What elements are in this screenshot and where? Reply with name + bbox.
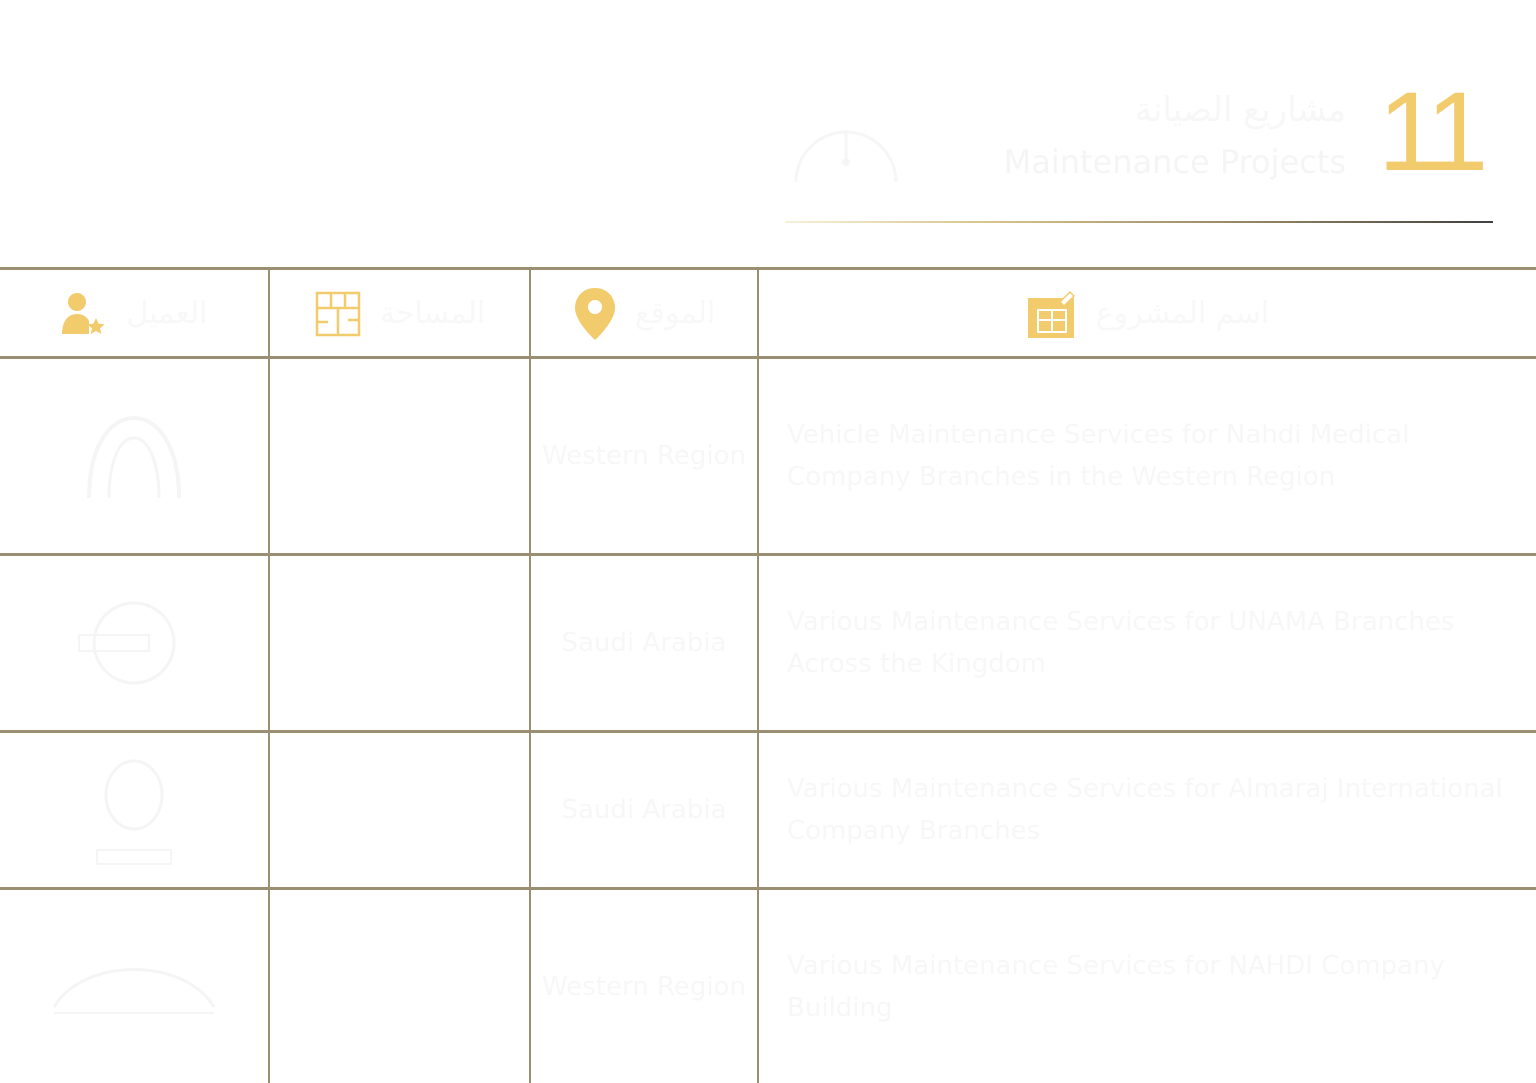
client-logo: [0, 733, 268, 887]
project-cell: Various Maintenance Services for UNAMA Branches Across the Kingdom: [787, 607, 1455, 679]
region-cell: Western Region: [542, 441, 746, 471]
column-header-label: اسم المشروع: [1095, 296, 1270, 331]
header-divider: [785, 221, 1493, 223]
area-cell: [270, 556, 529, 730]
client-logo: [0, 359, 268, 553]
section-title-arabic: مشاريع الصيانة: [1134, 90, 1346, 130]
column-header-label: الموقع: [634, 296, 716, 331]
region-cell: Saudi Arabia: [561, 628, 727, 658]
client-logo: [0, 556, 268, 730]
page-number: 11: [1378, 69, 1483, 194]
column-header-area: [270, 270, 529, 357]
area-cell: [270, 359, 529, 553]
client-logo-2-icon: [69, 595, 199, 691]
client-logo-3-icon: [89, 750, 179, 870]
client-logo-4-icon: [44, 947, 224, 1027]
project-cell: Various Maintenance Services for NAHDI Company Building: [787, 950, 1445, 1023]
region-cell: Saudi Arabia: [561, 795, 727, 825]
client-logo: [0, 890, 268, 1083]
gauge-emblem-icon: [788, 100, 904, 190]
column-header-client: [0, 270, 268, 357]
floor-plan-icon: [314, 290, 362, 338]
region-cell: Western Region: [542, 971, 746, 1002]
column-header-project: [759, 270, 1536, 357]
blueprint-icon: [1026, 288, 1078, 340]
column-header-label: العميل: [126, 296, 208, 331]
project-cell: Vehicle Maintenance Services for Nahdi Medical Company Branches in the Western Region: [787, 420, 1410, 492]
client-logo-1-icon: [79, 408, 189, 504]
section-title-english: Maintenance Projects: [1003, 143, 1346, 181]
column-header-label: المساحة: [379, 296, 486, 331]
area-cell: [270, 890, 529, 1083]
area-cell: [270, 733, 529, 887]
project-cell: Various Maintenance Services for Almaraj International Company Branches: [787, 774, 1503, 846]
client-star-icon: [60, 290, 108, 338]
location-pin-icon: [573, 286, 617, 342]
column-header-location: [531, 270, 757, 357]
